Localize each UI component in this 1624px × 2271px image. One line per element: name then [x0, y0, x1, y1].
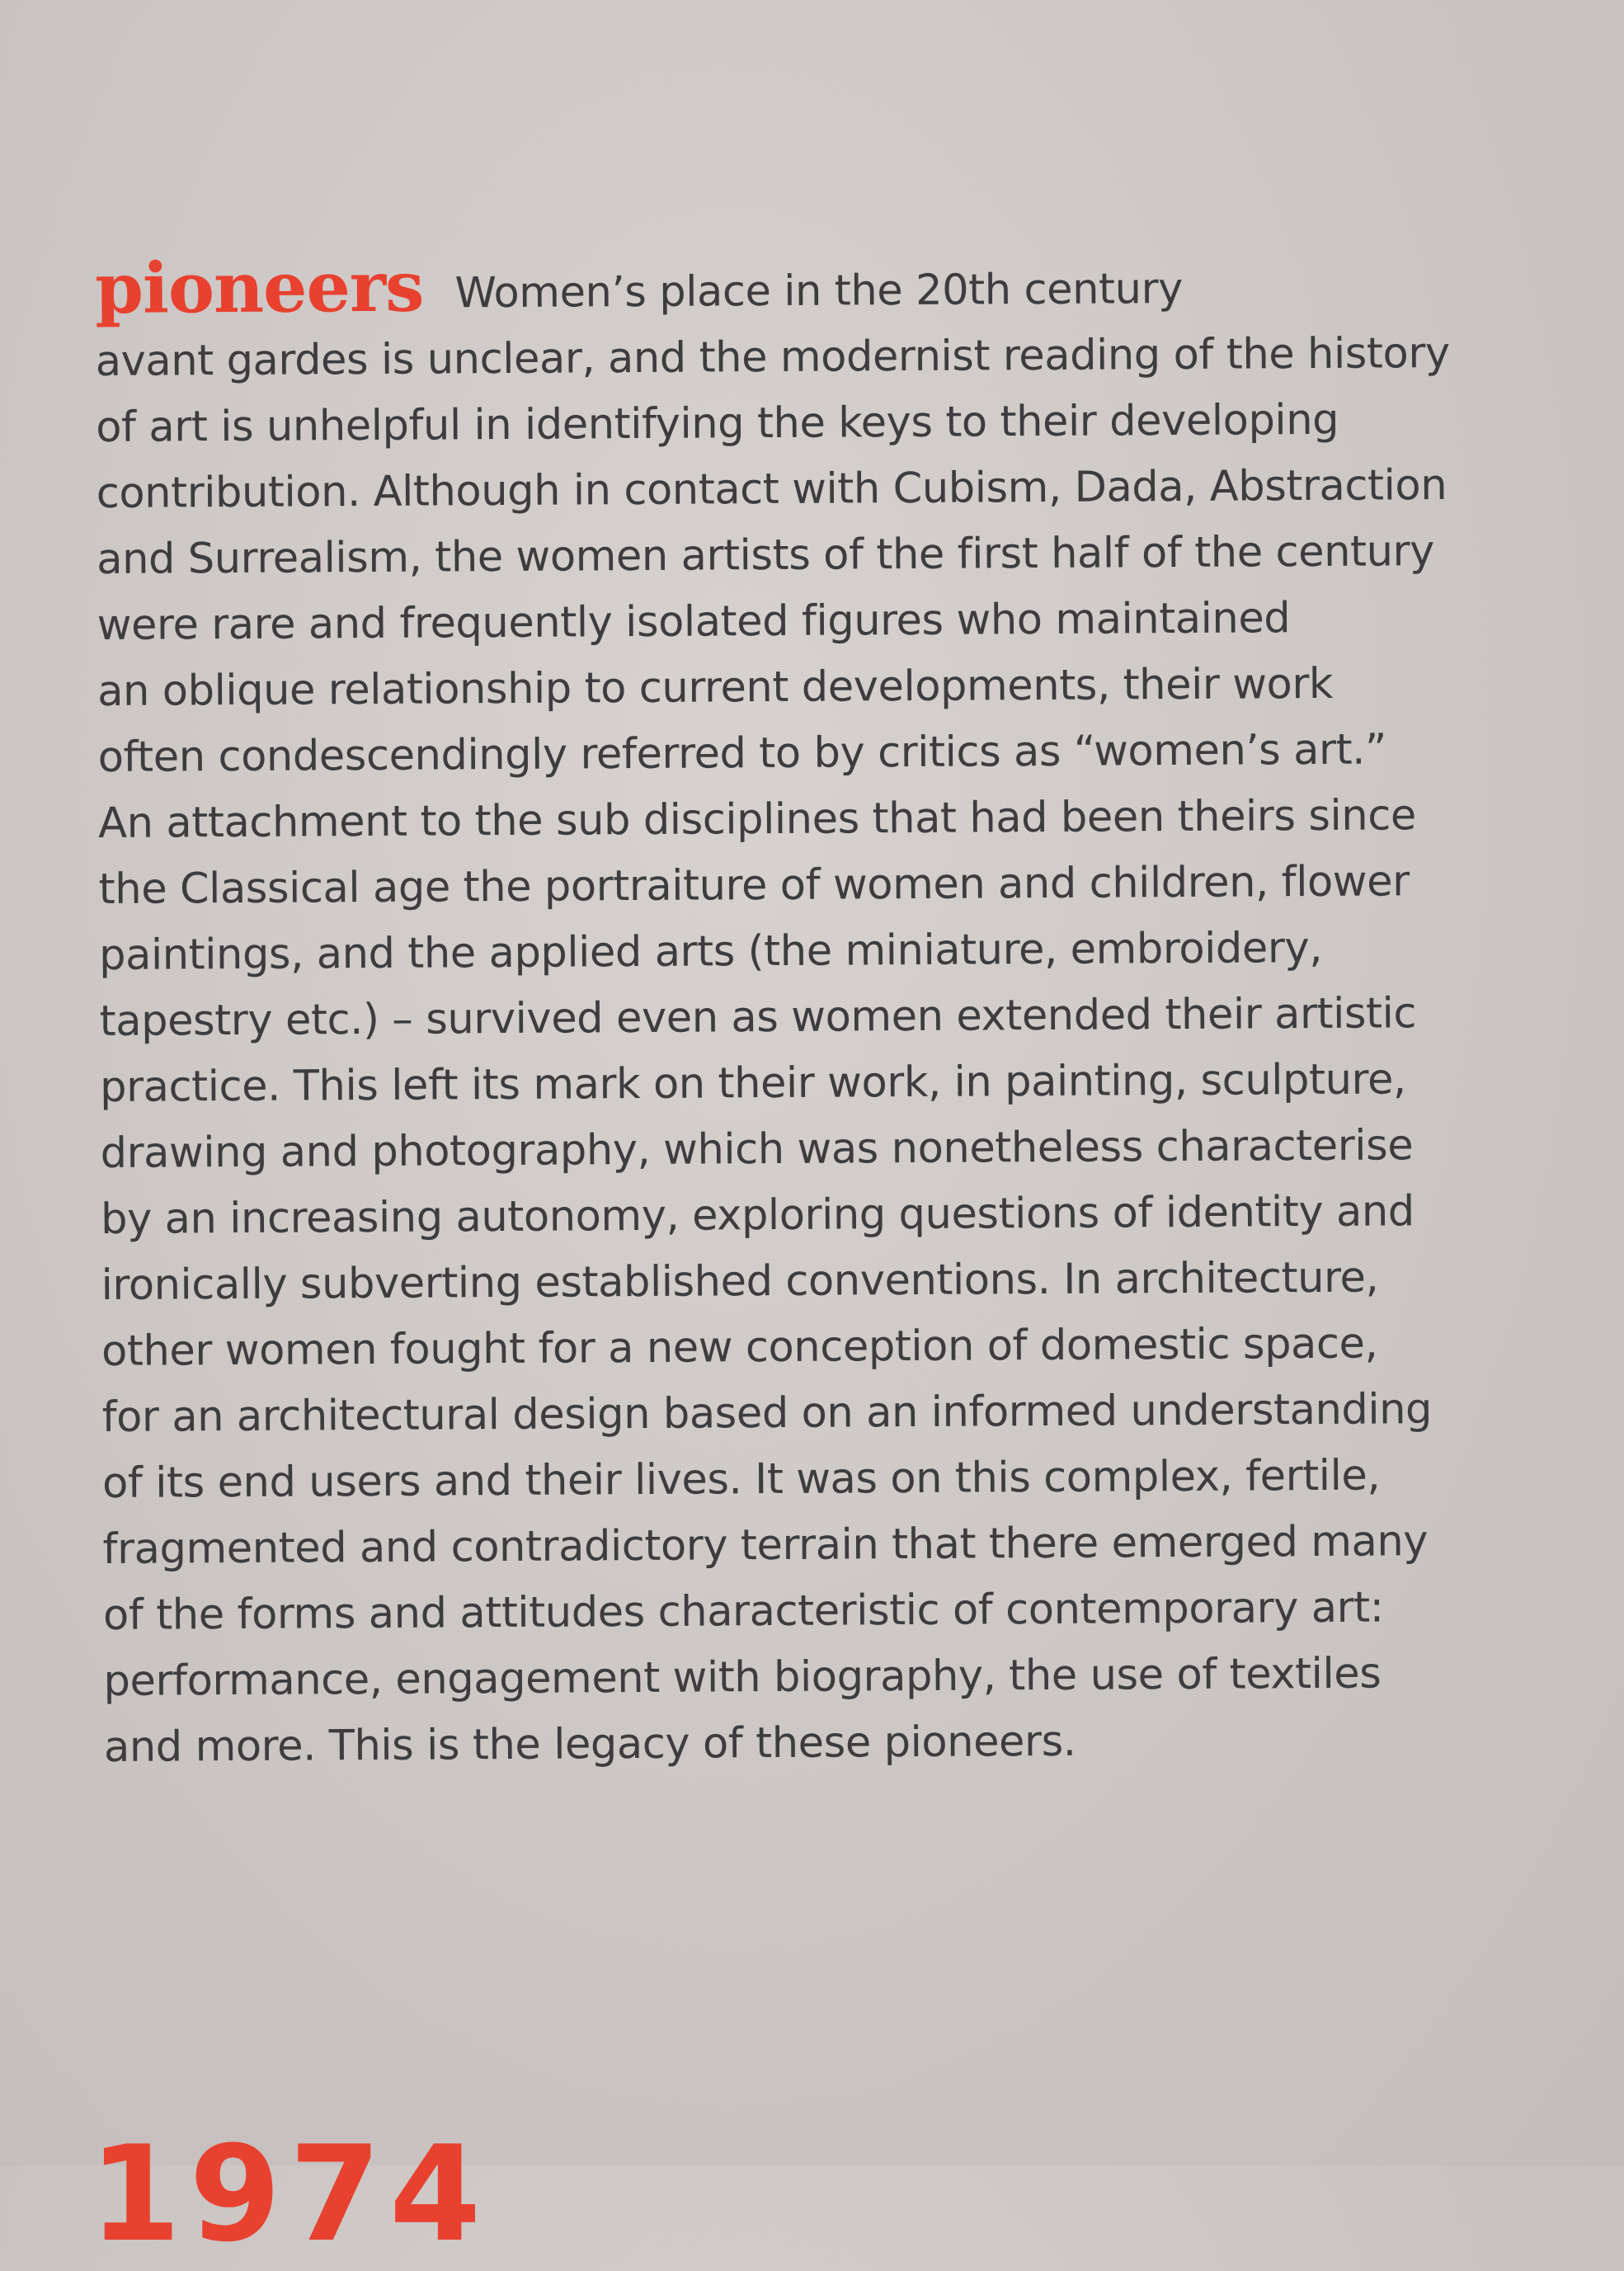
text-line-14: drawing and photography, which was nonetheless characterise	[100, 1121, 1414, 1178]
text-line-7: an oblique relationship to current developments, their work	[97, 659, 1334, 716]
intro-text-block	[95, 247, 1523, 1780]
text-line-6: were rare and frequently isolated figures who maintained	[96, 594, 1291, 650]
text-line-13: practice. This left its mark on their work, in painting, sculpture,	[99, 1055, 1406, 1112]
text-line-17: other women fought for a new conception of domestic space,	[101, 1319, 1378, 1376]
text-line-10: the Classical age the portraiture of women and children, flower	[98, 857, 1410, 914]
text-line-3: of art is unhelpful in identifying the keys to their developing	[96, 395, 1339, 452]
text-line-1	[95, 247, 1514, 329]
text-line-12: tapestry etc.) – survived even as women extended their artistic	[99, 989, 1417, 1046]
text-line-4: contribution. Although in contact with Cubism, Dada, Abstraction	[96, 460, 1447, 518]
text-line-22: performance, engagement with biography, the use of textiles	[103, 1649, 1382, 1706]
text-line-1-body: Women’s place in the 20th century	[454, 264, 1184, 318]
year-fragment: 1974	[89, 2117, 490, 2271]
text-line-5: and Surrealism, the women artists of the first half of the century	[96, 527, 1435, 584]
text-line-19: of its end users and their lives. It was on this complex, fertile,	[101, 1451, 1381, 1508]
text-line-11: paintings, and the applied arts (the miniature, embroidery,	[99, 923, 1323, 980]
text-line-15: by an increasing autonomy, exploring questions of identity and	[100, 1187, 1415, 1244]
text-line-18: for an architectural design based on an informed understanding	[101, 1385, 1433, 1442]
text-line-21: of the forms and attitudes characteristic of contemporary art:	[102, 1583, 1384, 1640]
text-line-9: An attachment to the sub disciplines that had been theirs since	[98, 791, 1417, 848]
text-line-23: and more. This is the legacy of these pioneers.	[103, 1717, 1076, 1772]
text-line-16: ironically subverting established conventions. In architecture,	[101, 1253, 1379, 1310]
text-line-2: avant gardes is unclear, and the modernist reading of the history	[95, 328, 1450, 386]
text-line-8: often condescendingly referred to by critics as “women’s art.”	[97, 725, 1387, 782]
text-line-20: fragmented and contradictory terrain that there emerged many	[102, 1517, 1429, 1574]
section-heading: pioneers	[94, 245, 424, 329]
